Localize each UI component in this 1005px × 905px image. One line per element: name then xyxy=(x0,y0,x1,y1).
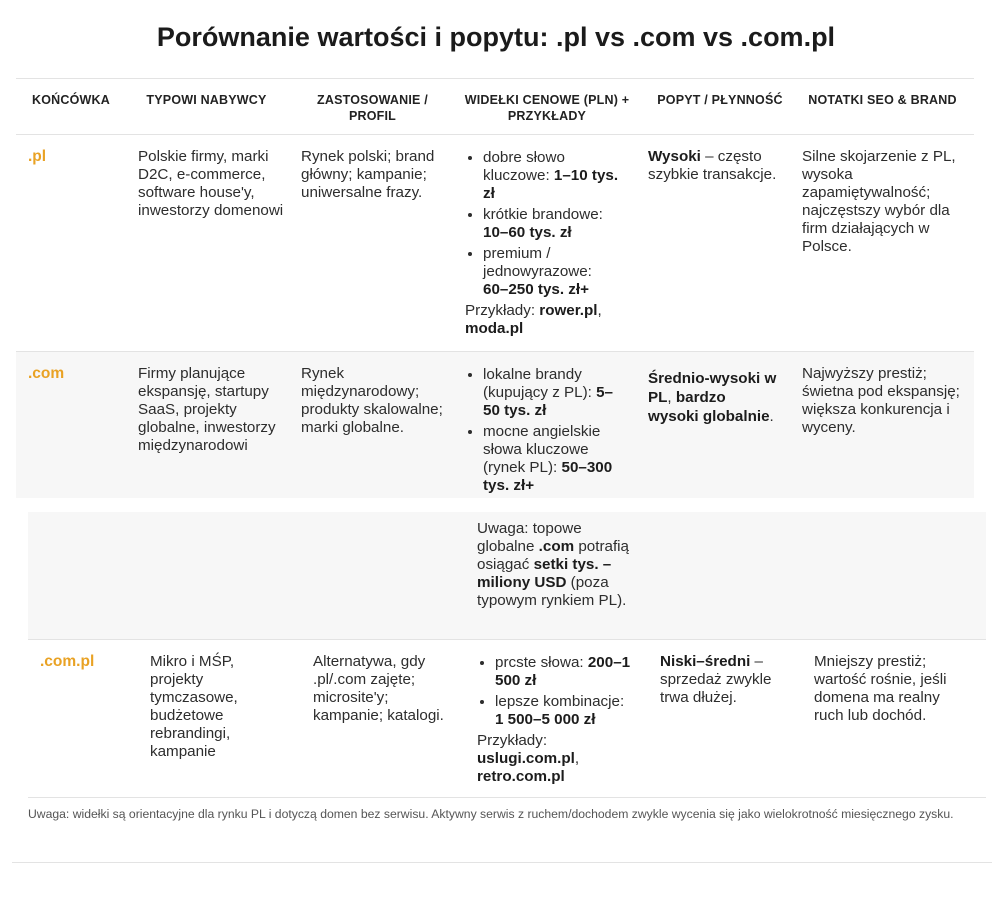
list-item: • mocne angielskie słowa kluczowe (rynek PL): 50–300 tys. zł+ xyxy=(483,423,625,495)
header-seo: NOTATKI SEO & BRAND xyxy=(808,93,957,107)
pl-price-list xyxy=(465,149,620,299)
com-note: Uwaga: topowe globalne .com potrafią osiągać setki tys. – miliony USD (poza typowym rynkiem PL). xyxy=(477,520,629,609)
list-item: • dobre słowo kluczowe: 1–10 tys. zł xyxy=(483,149,620,203)
compl-profile: Alternatywa, gdy .pl/.com zajęte; microsite'y; kampanie; katalogi. xyxy=(313,653,444,724)
list-item: • lokalne brandy (kupujący z PL): 5–50 tys. zł xyxy=(483,366,625,420)
footnote: Uwaga: widełki są orientacyjne dla rynku PL i dotyczą domen bez serwisu. Aktywny serwis z ruchem/dochodem zwykle wycenia się jako wielokrotność miesięcznego zysku. xyxy=(28,807,954,821)
header-ending: KOŃCÓWKA xyxy=(32,93,110,107)
com-price-list xyxy=(465,366,625,495)
com-seo: Najwyższy prestiż; świetna pod ekspansję; większa konkurencja i wyceny. xyxy=(802,365,960,436)
pl-profile: Rynek polski; brand główny; kampanie; uniwersalne frazy. xyxy=(301,148,435,201)
divider xyxy=(16,134,974,135)
header-buyers: TYPOWI NABYWCY xyxy=(146,93,267,107)
divider xyxy=(28,797,986,798)
header-profile: ZASTOSOWANIE / PROFIL xyxy=(317,93,428,123)
divider xyxy=(12,862,992,863)
pl-prices xyxy=(465,149,620,338)
divider xyxy=(28,639,986,640)
list-item: • prcste słowa: 200–1 500 zł xyxy=(495,654,635,690)
header-prices: WIDEŁKI CENOWE (PLN) + PRZYKŁADY xyxy=(464,93,630,123)
pl-examples: Przykłady: rower.pl, moda.pl xyxy=(465,302,602,337)
pl-seo: Silne skojarzenie z PL, wysoka zapamiętywalność; najczęstszy wybór dla firm działających w Polsce. xyxy=(802,148,956,255)
divider xyxy=(16,78,974,79)
compl-demand: Niski–średni – sprzedaż zwykle trwa dłużej. xyxy=(660,653,772,706)
com-prices xyxy=(465,366,625,498)
tld-pl: .pl xyxy=(28,148,47,165)
list-item: • lepsze kombinacje: 1 500–5 000 zł xyxy=(495,693,635,729)
pl-buyers: Polskie firmy, marki D2C, e-commerce, software house'y, inwestorzy domenowi xyxy=(138,148,284,219)
compl-prices xyxy=(477,654,635,786)
tld-com: .com xyxy=(28,365,65,382)
tld-compl: .com.pl xyxy=(40,653,95,670)
page-title: Porównanie wartości i popytu: .pl vs .com vs .com.pl xyxy=(156,22,836,52)
compl-price-list xyxy=(477,654,635,729)
list-item: • premium / jednowyrazowe: 60–250 tys. zł+ xyxy=(483,245,620,299)
pl-demand: Wysoki – często szybkie transakcje. xyxy=(648,148,777,183)
compl-examples: Przykłady: uslugi.com.pl, retro.com.pl xyxy=(477,732,580,785)
compl-seo: Mniejszy prestiż; wartość rośnie, jeśli domena ma realny ruch lub dochód. xyxy=(814,653,947,724)
list-item: • krótkie brandowe: 10–60 tys. zł xyxy=(483,206,620,242)
com-buyers: Firmy planujące ekspansję, startupy SaaS, projekty globalne, inwestorzy międzynarodowi xyxy=(138,365,276,454)
com-demand: Średnio-wysoki w PL, bardzo wysoki globalnie. xyxy=(648,370,777,425)
compl-buyers: Mikro i MŚP, projekty tymczasowe, budżetowe rebrandingi, kampanie xyxy=(150,653,238,760)
header-demand: POPYT / PŁYNNOŚĆ xyxy=(657,93,783,107)
com-profile: Rynek międzynarodowy; produkty skalowalne; marki globalne. xyxy=(301,365,443,436)
